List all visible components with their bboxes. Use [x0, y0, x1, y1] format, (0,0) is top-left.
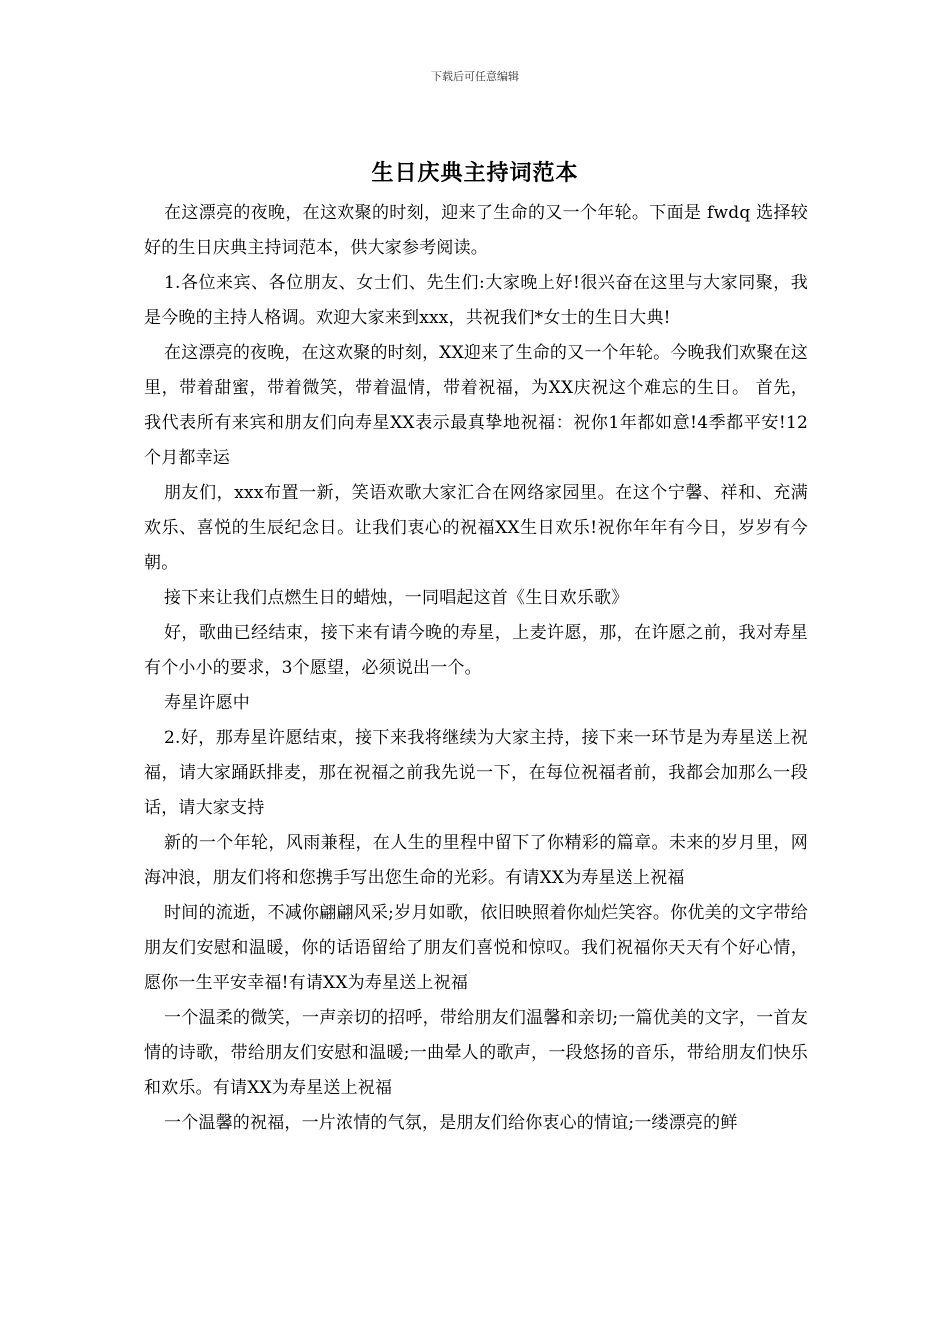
paragraph: 接下来让我们点燃生日的蜡烛，一同唱起这首《生日欢乐歌》	[164, 588, 629, 608]
paragraph: 1.各位来宾、各位朋友、女士们、先生们:大家晚上好!很兴奋在这里与大家同聚，我是今晚的主持人格调。欢迎大家来到xxx，共祝我们*女士的生日大典!	[144, 273, 808, 328]
paragraph: 时间的流逝，不减你翩翩风采;岁月如歌，依旧映照着你灿烂笑容。你优美的文字带给朋友们安慰和温暖，你的话语留给了朋友们喜悦和惊叹。我们祝福你天天有个好心情，愿你一生平安幸福!有请XX为寿星送上祝福	[144, 903, 808, 993]
paragraph: 好，歌曲已经结束，接下来有请今晚的寿星，上麦许愿，那，在许愿之前，我对寿星有个小小的要求，3个愿望，必须说出一个。	[144, 623, 808, 678]
header-note: 下载后可任意编辑	[431, 70, 519, 83]
paragraph: 寿星许愿中	[164, 693, 250, 713]
paragraph: 一个温馨的祝福，一片浓情的气氛，是朋友们给你衷心的情谊;一缕漂亮的鲜	[164, 1113, 738, 1133]
paragraph: 新的一个年轮，风雨兼程，在人生的里程中留下了你精彩的篇章。未来的岁月里，网海冲浪，朋友们将和您携手写出您生命的光彩。有请XX为寿星送上祝福	[144, 833, 808, 888]
document-title: 生日庆典主持词范本	[371, 161, 579, 186]
paragraph: 在这漂亮的夜晚，在这欢聚的时刻，XX迎来了生命的又一个年轮。今晚我们欢聚在这里，带着甜蜜，带着微笑，带着温情，带着祝福，为XX庆祝这个难忘的生日。 首先，我代表所有来宾和朋友们向寿星XX表示最真挚地祝福：祝你1年都如意!4季都平安!12个月都幸运	[144, 343, 808, 468]
document-body	[144, 196, 808, 1141]
paragraph: 一个温柔的微笑，一声亲切的招呼，带给朋友们温馨和亲切;一篇优美的文字，一首友情的诗歌，带给朋友们安慰和温暖;一曲晕人的歌声，一段悠扬的音乐，带给朋友们快乐和欢乐。有请XX为寿星送上祝福	[144, 1008, 808, 1098]
paragraph: 2.好，那寿星许愿结束，接下来我将继续为大家主持，接下来一环节是为寿星送上祝福，请大家踊跃排麦，那在祝福之前我先说一下，在每位祝福者前，我都会加那么一段话，请大家支持	[144, 728, 808, 818]
paragraph: 朋友们，xxx布置一新，笑语欢歌大家汇合在网络家园里。在这个宁馨、祥和、充满欢乐、喜悦的生辰纪念日。让我们衷心的祝福XX生日欢乐!祝你年年有今日，岁岁有今朝。	[144, 483, 808, 573]
paragraph: 在这漂亮的夜晚，在这欢聚的时刻，迎来了生命的又一个年轮。下面是 fwdq 选择较好的生日庆典主持词范本，供大家参考阅读。	[144, 203, 808, 258]
